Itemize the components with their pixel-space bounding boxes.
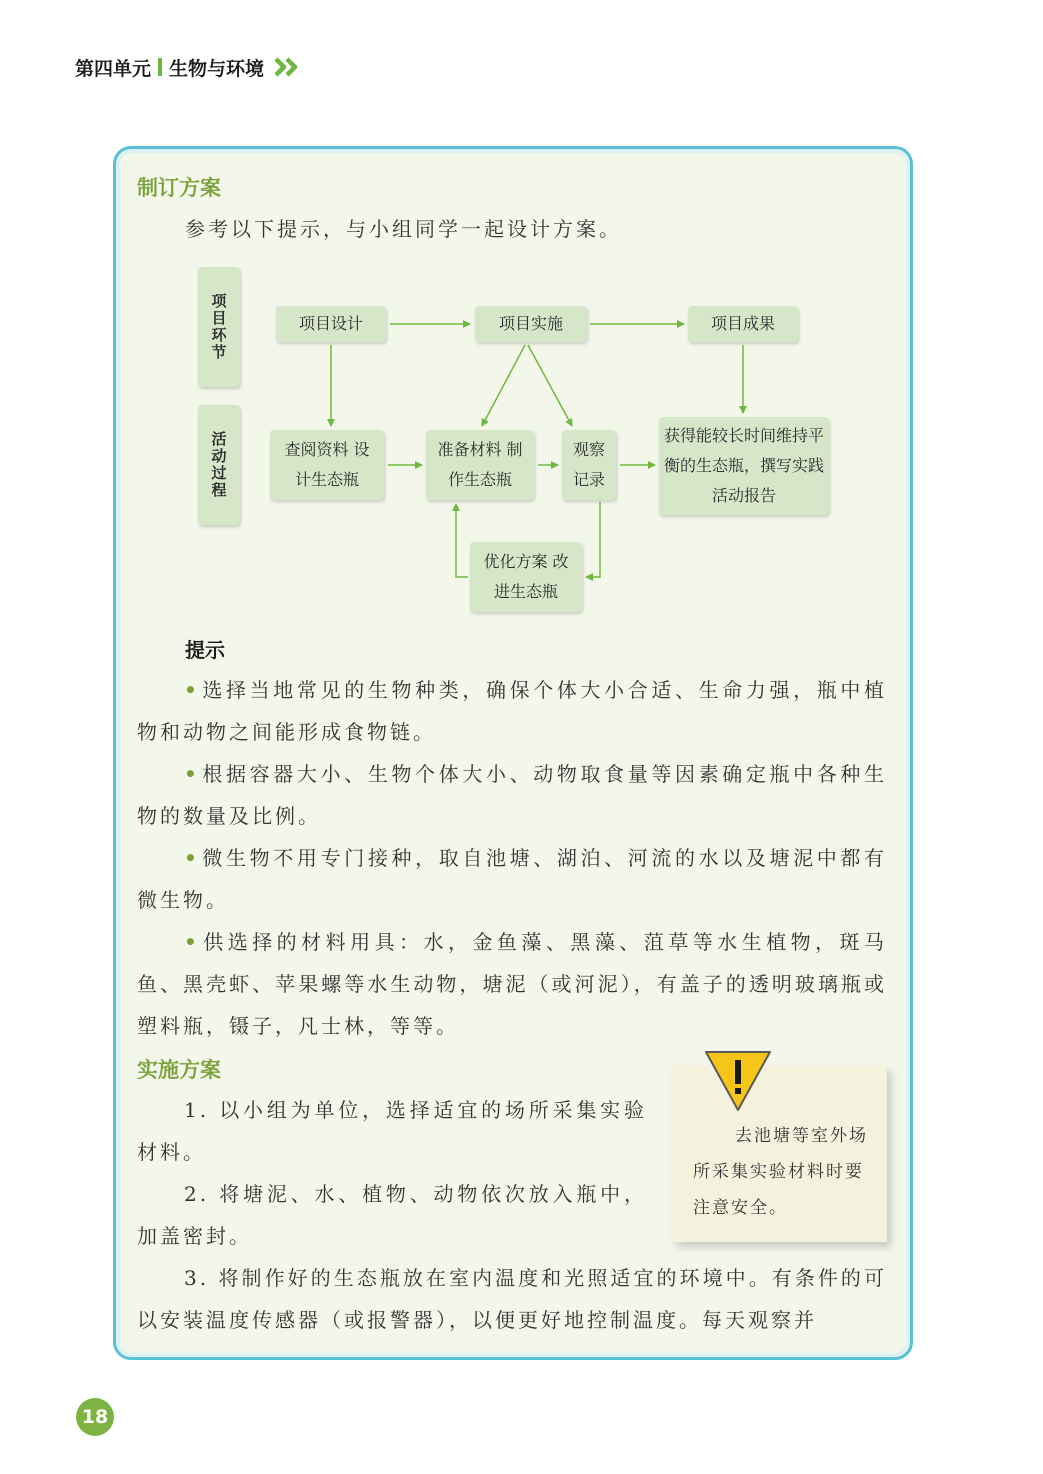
tip-item: • 选择当地常见的生物种类，确保个体大小合适、生命力强，瓶中植物和动物之间能形成食物链。 (137, 678, 887, 744)
tip-item: • 根据容器大小、生物个体大小、动物取食量等因素确定瓶中各种生物的数量及比例。 (137, 762, 887, 828)
flow-box-prepare-make: 准备材料 制作生态瓶 (426, 430, 534, 500)
flow-box-optimize: 优化方案 改进生态瓶 (470, 542, 582, 612)
flow-box-project-implementation: 项目实施 (475, 306, 587, 342)
row-label-stages: 项目环节 (198, 267, 240, 387)
plan-section-title: 制订方案 (137, 176, 221, 200)
warning-icon (704, 1050, 772, 1116)
flow-box-final-result: 获得能较长时间维持平衡的生态瓶，撰写实践活动报告 (659, 417, 829, 515)
step-item: 3. 将制作好的生态瓶放在室内温度和光照适宜的环境中。有条件的可以安装温度传感器（或报警器），以便更好地控制温度。每天观察并 (137, 1266, 887, 1332)
page-number: 18 (76, 1398, 114, 1436)
tip-item: • 微生物不用专门接种，取自池塘、湖泊、河流的水以及塘泥中都有微生物。 (137, 846, 887, 912)
tip-item: • 供选择的材料用具：水，金鱼藻、黑藻、菹草等水生植物，斑马鱼、黑壳虾、苹果螺等水生动物，塘泥（或河泥），有盖子的透明玻璃瓶或塑料瓶，镊子，凡士林，等等。 (137, 930, 887, 1038)
step-item: 2. 将塘泥、水、植物、动物依次放入瓶中，加盖密封。 (137, 1182, 647, 1248)
implement-section-title: 实施方案 (137, 1058, 221, 1082)
flow-box-research-design: 查阅资料 设计生态瓶 (270, 430, 384, 500)
flow-box-project-design: 项目设计 (276, 306, 386, 342)
step-item: 1. 以小组为单位，选择适宜的场所采集实验材料。 (137, 1098, 647, 1164)
unit-topic: 生物与环境 (169, 57, 265, 80)
safety-note-text: 去池塘等室外场所采集实验材料时要注意安全。 (693, 1126, 868, 1218)
flow-box-observe-record: 观察 记录 (562, 430, 616, 500)
plan-intro: 参考以下提示，与小组同学一起设计方案。 (185, 217, 622, 241)
row-label-activities: 活动过程 (198, 405, 240, 525)
flow-box-project-results: 项目成果 (688, 306, 798, 342)
tips-title: 提示 (185, 638, 225, 662)
unit-label: 第四单元 (75, 57, 152, 80)
